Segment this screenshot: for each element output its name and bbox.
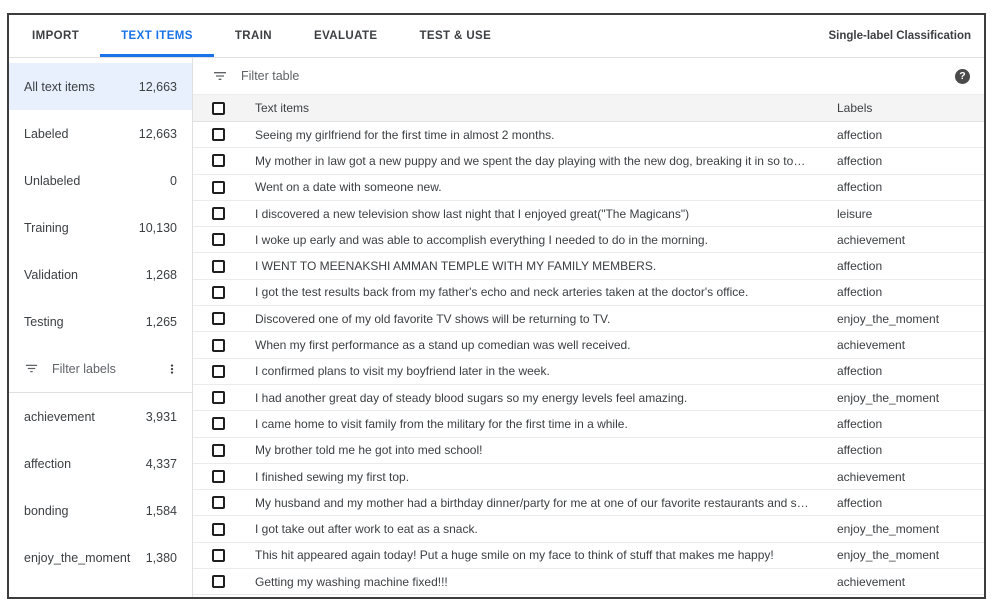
sidebar-item-label: Testing <box>24 314 64 329</box>
row-checkbox[interactable] <box>212 128 225 141</box>
row-checkbox-cell <box>193 339 255 352</box>
row-label: affection <box>837 259 883 274</box>
row-label: achievement <box>837 232 906 247</box>
sidebar-item-unlabeled[interactable] <box>9 157 192 204</box>
row-text: My brother told me he got into med school! <box>255 443 483 458</box>
sidebar-item-label: bonding <box>24 503 69 518</box>
row-text: I came home to visit family from the military for the first time in a while. <box>255 416 628 431</box>
column-header-text-items[interactable]: Text items <box>255 101 310 115</box>
sidebar-item-count: 4,337 <box>145 456 177 471</box>
table-row[interactable] <box>193 385 984 411</box>
table-row[interactable] <box>193 280 984 306</box>
tab-test-use[interactable] <box>398 15 512 57</box>
row-checkbox-cell <box>193 207 255 220</box>
filter-table-input[interactable]: Filter table <box>241 69 300 83</box>
row-label: affection <box>837 364 883 379</box>
row-checkbox[interactable] <box>212 365 225 378</box>
filter-labels-placeholder[interactable]: Filter labels <box>52 361 116 376</box>
row-label: affection <box>837 285 883 300</box>
tab-label: TEXT ITEMS <box>121 30 193 42</box>
row-checkbox[interactable] <box>212 339 225 352</box>
tab-bar <box>9 15 984 58</box>
sidebar-item-count: 10,130 <box>138 220 177 235</box>
row-checkbox[interactable] <box>212 181 225 194</box>
row-checkbox[interactable] <box>212 470 225 483</box>
row-checkbox-cell <box>193 154 255 167</box>
table-row[interactable] <box>193 359 984 385</box>
row-text: I got the test results back from my father's echo and neck arteries taken at the doctor's office. <box>255 285 749 300</box>
table-body <box>193 122 984 595</box>
row-label: affection <box>837 127 883 142</box>
sidebar-item-label: Validation <box>24 267 78 282</box>
table-row[interactable] <box>193 438 984 464</box>
table-row[interactable] <box>193 306 984 332</box>
row-label: affection <box>837 153 883 168</box>
sidebar-item-count: 3,931 <box>145 409 177 424</box>
table-row[interactable] <box>193 543 984 569</box>
row-text: I woke up early and was able to accomplish everything I needed to do in the morning. <box>255 232 708 247</box>
row-label: leisure <box>837 206 873 221</box>
row-checkbox-cell <box>193 260 255 273</box>
sidebar-item-all-text-items[interactable] <box>9 63 192 110</box>
row-text: I finished sewing my first top. <box>255 469 410 484</box>
sidebar-item-label: affection <box>24 456 72 471</box>
row-label: achievement <box>837 574 906 589</box>
row-text: My mother in law got a new puppy and we spent the day playing with the new dog, breaking it in so to… <box>255 153 806 168</box>
row-checkbox-cell <box>193 444 255 457</box>
sidebar-item-label: Labeled <box>24 126 69 141</box>
row-label: enjoy_the_moment <box>837 390 940 405</box>
row-checkbox[interactable] <box>212 575 225 588</box>
sidebar-label-enjoy-the-moment[interactable] <box>9 534 192 581</box>
sidebar-item-testing[interactable] <box>9 298 192 345</box>
sidebar-item-label: All text items <box>24 79 95 94</box>
table-row[interactable] <box>193 175 984 201</box>
row-checkbox-cell <box>193 549 255 562</box>
row-label: affection <box>837 416 883 431</box>
row-text: I WENT TO MEENAKSHI AMMAN TEMPLE WITH MY FAMILY MEMBERS. <box>255 259 657 274</box>
tab-label: TRAIN <box>234 30 272 42</box>
row-text: I discovered a new television show last night that I enjoyed great("The Magicans") <box>255 206 690 221</box>
row-checkbox-cell <box>193 391 255 404</box>
row-label: enjoy_the_moment <box>837 311 940 326</box>
select-all-checkbox[interactable] <box>212 102 225 115</box>
sidebar-item-count: 1,265 <box>145 314 177 329</box>
tab-text-items[interactable] <box>100 15 214 57</box>
row-checkbox-cell <box>193 312 255 325</box>
classification-type-label: Single-label Classification <box>828 30 971 42</box>
sidebar-list <box>9 63 192 345</box>
row-label: achievement <box>837 469 906 484</box>
row-text: I confirmed plans to visit my boyfriend later in the week. <box>255 364 550 379</box>
row-checkbox[interactable] <box>212 312 225 325</box>
tab-label: IMPORT <box>32 30 80 42</box>
sidebar-item-count: 1,584 <box>145 503 177 518</box>
row-checkbox[interactable] <box>212 260 225 273</box>
table-header-row <box>193 95 984 122</box>
row-checkbox[interactable] <box>212 417 225 430</box>
row-text: Went on a date with someone new. <box>255 180 442 195</box>
row-checkbox-cell <box>193 128 255 141</box>
row-text: I had another great day of steady blood sugars so my energy levels feel amazing. <box>255 390 688 405</box>
help-icon[interactable]: ? <box>955 69 970 84</box>
sidebar-label-affection[interactable] <box>9 440 192 487</box>
sidebar-item-label: achievement <box>24 409 95 424</box>
sidebar <box>9 58 193 597</box>
sidebar-item-label: Unlabeled <box>24 173 81 188</box>
table-row[interactable] <box>193 148 984 174</box>
sidebar-item-labeled[interactable] <box>9 110 192 157</box>
row-text: Discovered one of my old favorite TV shows will be returning to TV. <box>255 311 611 326</box>
row-text: Getting my washing machine fixed!!! <box>255 574 448 589</box>
tab-label: EVALUATE <box>314 30 378 42</box>
row-label: affection <box>837 443 883 458</box>
table-row[interactable] <box>193 464 984 490</box>
tab-import[interactable] <box>11 15 100 57</box>
table-row[interactable] <box>193 569 984 595</box>
tab-evaluate[interactable] <box>293 15 398 57</box>
row-checkbox[interactable] <box>212 154 225 167</box>
filter-icon <box>212 68 228 84</box>
table-row[interactable] <box>193 122 984 148</box>
tab-train[interactable] <box>214 15 293 57</box>
row-checkbox-cell <box>193 470 255 483</box>
row-text: This hit appeared again today! Put a huge smile on my face to think of stuff that makes me happy! <box>255 548 774 563</box>
sidebar-item-count: 12,663 <box>138 79 177 94</box>
row-checkbox[interactable] <box>212 207 225 220</box>
row-text: When my first performance as a stand up comedian was well received. <box>255 338 631 353</box>
sidebar-label-bonding[interactable] <box>9 487 192 534</box>
row-label: affection <box>837 180 883 195</box>
row-checkbox-cell <box>193 523 255 536</box>
row-checkbox[interactable] <box>212 444 225 457</box>
sidebar-item-validation[interactable] <box>9 251 192 298</box>
app-window <box>7 13 986 599</box>
select-all-cell <box>193 102 255 115</box>
table-row[interactable] <box>193 411 984 437</box>
filter-table-bar <box>193 58 984 95</box>
sidebar-item-label: enjoy_the_moment <box>24 550 131 565</box>
sidebar-item-training[interactable] <box>9 204 192 251</box>
table-panel <box>193 58 984 597</box>
table-row[interactable] <box>193 253 984 279</box>
more-vert-icon[interactable] <box>165 362 179 376</box>
row-text: Seeing my girlfriend for the first time in almost 2 months. <box>255 127 555 142</box>
filter-labels-control[interactable] <box>9 345 192 392</box>
sidebar-item-count: 0 <box>170 173 177 188</box>
row-checkbox[interactable] <box>212 496 225 509</box>
row-checkbox-cell <box>193 365 255 378</box>
table-row[interactable] <box>193 201 984 227</box>
row-checkbox-cell <box>193 575 255 588</box>
table-row[interactable] <box>193 516 984 542</box>
row-checkbox-cell <box>193 417 255 430</box>
table-row[interactable] <box>193 227 984 253</box>
row-label: enjoy_the_moment <box>837 522 940 537</box>
sidebar-item-count: 1,380 <box>145 550 177 565</box>
tab-label: TEST & USE <box>419 30 492 42</box>
sidebar-label-achievement[interactable] <box>9 393 192 440</box>
row-text: I got take out after work to eat as a snack. <box>255 522 478 537</box>
row-checkbox[interactable] <box>212 391 225 404</box>
sidebar-item-label: Training <box>24 220 69 235</box>
row-checkbox-cell <box>193 286 255 299</box>
row-checkbox[interactable] <box>212 286 225 299</box>
filter-icon <box>24 361 39 376</box>
sidebar-item-count: 1,268 <box>145 267 177 282</box>
table-row[interactable] <box>193 490 984 516</box>
row-label: enjoy_the_moment <box>837 548 940 563</box>
row-checkbox-cell <box>193 233 255 246</box>
row-label: affection <box>837 495 883 510</box>
row-label: achievement <box>837 338 906 353</box>
sidebar-item-count: 12,663 <box>138 126 177 141</box>
table-row[interactable] <box>193 332 984 358</box>
row-checkbox[interactable] <box>212 233 225 246</box>
row-checkbox[interactable] <box>212 523 225 536</box>
tab-bar-tabs <box>11 15 512 57</box>
column-header-labels[interactable]: Labels <box>837 101 873 115</box>
row-checkbox-cell <box>193 181 255 194</box>
row-checkbox[interactable] <box>212 549 225 562</box>
content-area <box>9 58 984 597</box>
sidebar-label-list <box>9 393 192 581</box>
row-checkbox-cell <box>193 496 255 509</box>
row-text: My husband and my mother had a birthday dinner/party for me at one of our favorite restaurants and s… <box>255 495 809 510</box>
